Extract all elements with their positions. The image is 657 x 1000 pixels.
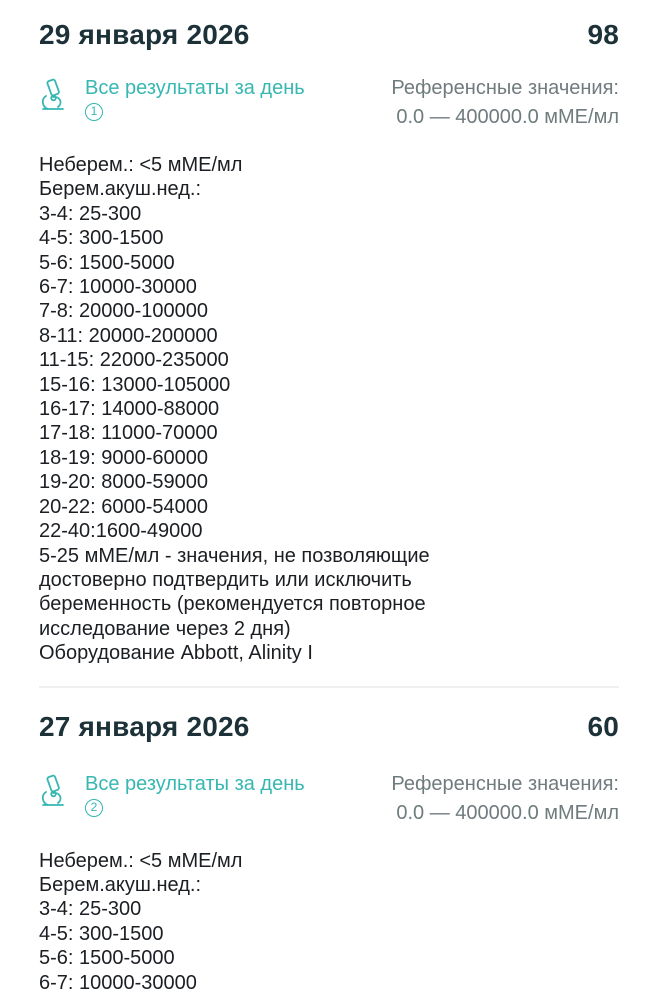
note-line: исследование через 2 дня) <box>39 617 291 640</box>
all-day-results-link[interactable] <box>39 771 305 817</box>
note-line: Берем.акуш.нед.: <box>39 873 202 896</box>
note-line: 5-6: 1500-5000 <box>39 251 175 274</box>
note-line: 20-22: 6000-54000 <box>39 495 209 518</box>
note-line: 5-6: 1500-5000 <box>39 947 175 970</box>
day-results-count-badge: 1 <box>85 103 103 121</box>
note-line: 6-7: 10000-30000 <box>39 276 197 299</box>
reference-values <box>391 770 619 828</box>
result-header <box>39 0 619 70</box>
day-results-count-badge: 2 <box>85 799 103 817</box>
note-line: Неберем.: <5 мМЕ/мл <box>39 154 243 176</box>
note-line: 16-17: 14000-88000 <box>39 398 220 421</box>
all-day-results-label[interactable]: Все результаты за день <box>85 772 305 795</box>
note-line: Неберем.: <5 мМЕ/мл <box>39 849 243 872</box>
reference-label: Референсные значения: <box>391 77 619 99</box>
note-line: беременность (рекомендуется повторное <box>39 593 426 616</box>
note-line: 22-40:1600-49000 <box>39 520 203 543</box>
note-line: достоверно подтвердить или исключить <box>39 568 412 591</box>
note-line: 4-5: 300-1500 <box>39 922 164 945</box>
microscope-icon <box>39 78 69 112</box>
result-meta-row <box>39 75 619 155</box>
note-line: 18-19: 9000-60000 <box>39 446 209 469</box>
note-line: 11-15: 22000-235000 <box>39 349 229 372</box>
note-line: 3-4: 25-300 <box>39 202 142 225</box>
note-line: 5-25 мМЕ/мл - значения, не позволяющие <box>39 544 430 567</box>
note-line: 4-5: 300-1500 <box>39 227 164 250</box>
microscope-icon <box>39 774 69 808</box>
note-line: 3-4: 25-300 <box>39 898 142 921</box>
result-notes <box>39 849 619 995</box>
reference-range: 0.0 — 400000.0 мМЕ/мл <box>396 801 619 824</box>
result-notes <box>39 153 619 666</box>
result-value: 60 <box>587 710 619 742</box>
note-line: 8-11: 20000-200000 <box>39 324 218 347</box>
result-meta-row <box>39 771 619 851</box>
result-header <box>39 688 619 766</box>
reference-values <box>391 74 619 132</box>
all-day-results-link[interactable] <box>39 75 305 121</box>
result-card <box>39 688 619 995</box>
reference-label: Референсные значения: <box>391 772 619 795</box>
result-date: 27 января 2026 <box>39 710 250 742</box>
reference-range: 0.0 — 400000.0 мМЕ/мл <box>396 106 619 128</box>
note-line: Оборудование Abbott, Alinity I <box>39 642 313 665</box>
result-value: 98 <box>587 19 619 50</box>
note-line: Берем.акуш.нед.: <box>39 178 202 201</box>
note-line: 6-7: 10000-30000 <box>39 971 197 994</box>
result-card <box>39 0 619 666</box>
result-date: 29 января 2026 <box>39 19 250 50</box>
note-line: 7-8: 20000-100000 <box>39 300 209 323</box>
note-line: 19-20: 8000-59000 <box>39 471 209 494</box>
note-line: 17-18: 11000-70000 <box>39 422 218 445</box>
note-line: 15-16: 13000-105000 <box>39 373 231 396</box>
all-day-results-label[interactable]: Все результаты за день <box>85 77 305 99</box>
